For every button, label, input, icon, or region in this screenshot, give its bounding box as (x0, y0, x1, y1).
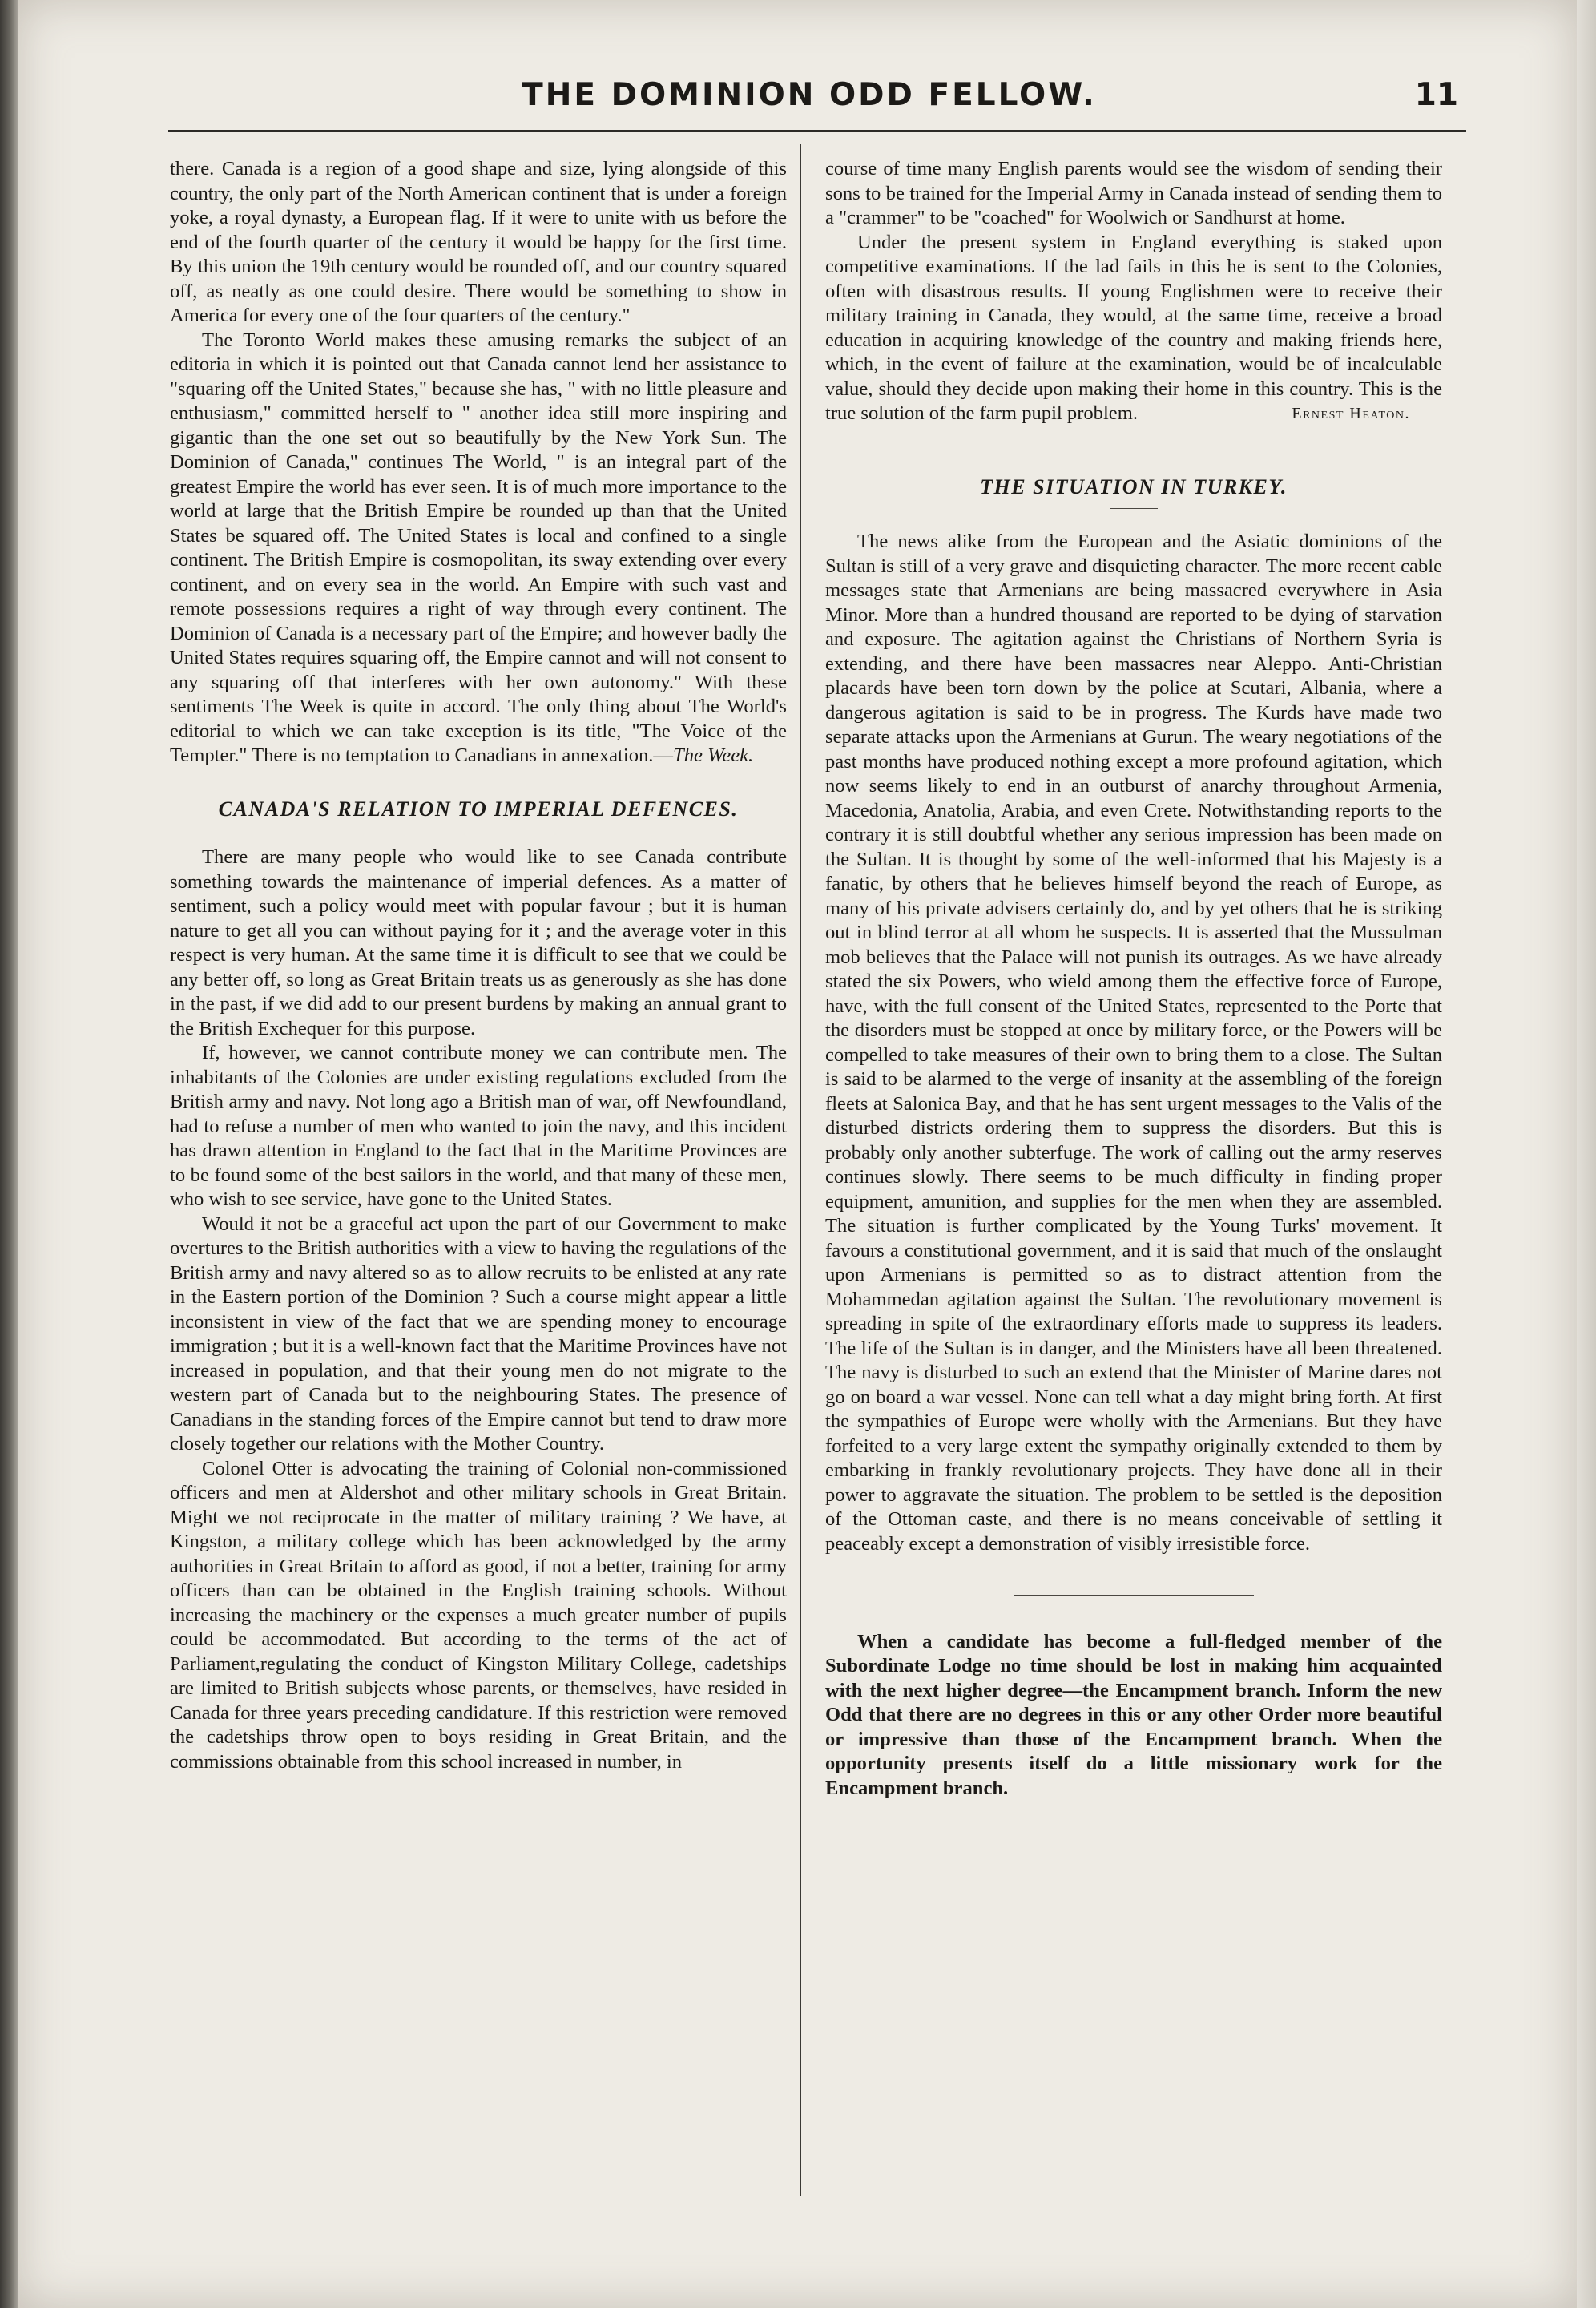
paragraph: The news alike from the European and the Asiatic dominions of the Sultan is still of a very grave and disquieting character. The more recent cable messages state that Armenians are being massacred everywhere in Asia Minor. More than a hundred thousand are reported to be dying of starvation and exposure. The agitation against the Christians of Northern Syria is extending, and there have been massacres near Aleppo. Anti-Christian placards have been torn down by the police at Scutari, Albania, where a dangerous agitation is said to be in progress. The Kurds have made two separate attacks upon the Armenians at Gurun. The weary negotiations of the past months have produced nothing except a more profound agitation, which now seems likely to end in an outburst of anarchy throughout Armenia, Macedonia, Anatolia, Arabia, and even Crete. Notwithstanding reports to the contrary it is still doubtful whether any serious impression has been made on the Sultan. It is thought by some of the well-informed that his Majesty is a fanatic, by others that he believes himself beyond the reach of Europe, as many of his private advisers certainly do, and by yet others that he is striking out in blind terror at all whom he suspects. It is asserted that the Mussulman mob believes that the Palace will not punish its outrages. As we have already stated the six Powers, who wield among them the effective force of Europe, have, with the full consent of the United States, represented to the Porte that the disorders must be stopped at once by military force, or the Powers will be compelled to take measures of their own to bring them to a close. The Sultan is said to be alarmed to the verge of insanity at the assembling of the foreign fleets at Salonica Bay, and that he has sent urgent messages to the Valis of the disturbed districts ordering them to suppress the disorders. But this is probably only another subterfuge. The work of calling out the army reserves continues slowly. There seems to be much difficulty in finding proper equipment, amunition, and supplies for the men when they are assembled. The situation is further complicated by the Young Turks' movement. It favours a constitutional government, and it is said that much of the onslaught upon Armenians is permitted so as to distract attention from the Mohammedan agitation against the Sultan. The revolutionary movement is spreading in spite of the extraordinary efforts made to suppress its leaders. The life of the Sultan is in danger, and the Ministers have all been threatened. The navy is disturbed to such an extend that the Minister of Marine dares not go on board a war vessel. None can tell what a day might bring forth. At first the sympathies of Europe were wholly with the Armenians. But they have forfeited to a very large extent the sympathy originally extended to them by embarking in frankly revolutionary projects. They have done all in their power to aggravate the situation. The problem to be settled is the deposition of the Ottoman caste, and there is no means conceivable of settling it peaceably except a demonstration of visibly irresistible force. (825, 531, 1442, 1555)
source-credit: The Week. (673, 744, 754, 766)
page-header (160, 77, 1458, 125)
masthead-title: THE DOMINION ODD FELLOW. (522, 77, 1097, 113)
heading-underline (1110, 508, 1158, 510)
section-rule (1014, 446, 1254, 447)
scan-edge-right (1577, 0, 1596, 2308)
paragraph: When a candidate has become a full-fledged member of the Subordinate Lodge no time should be lost in making him acquainted with the next higher degree—the Encampment branch. Inform the new Odd that there are no degrees in this or any other Order more beautiful or impressive than those of the Encampment branch. When the opportunity presents itself do a little missionary work for the Encampment branch. (825, 1630, 1442, 1799)
column-divider (800, 144, 801, 2196)
right-column (825, 157, 1442, 1801)
paragraph: There are many people who would like to see Canada contribute something towards the maintenance of imperial defences. As a matter of sentiment, such a policy would meet with popular favour ; but it is human nature to get all you can without paying for it ; and the average voter in this respect is very human. At the same time it is difficult to see that we could be any better off, so long as Great Britain treats us as generously as she has done in the past, if we did add to our present burdens by making an annual grant to the British Exchequer for this purpose. (170, 846, 787, 1039)
paragraph (170, 329, 787, 769)
author-signature: Ernest Heaton. (1292, 405, 1410, 422)
article-heading: CANADA'S RELATION TO IMPERIAL DEFENCES. (218, 797, 739, 821)
lodge-note (825, 1630, 1442, 1802)
scan-edge (0, 0, 18, 2308)
header-rule (168, 130, 1466, 132)
paragraph: Colonel Otter is advocating the training of Colonial non-commissioned officers and men at Aldershot and other military schools in Great Britain. Might we not reciprocate in the matter of military training ? We have, at Kingston, a military college which has been acknowledged by the army authorities in Great Britain to afford as good, if not a better, training for army officers than can be obtained in the English training schools. Without increasing the machinery or the expenses a much greater number of pupils could be accommodated. But according to the terms of the act of Parliament,regulating the conduct of Kingston Military College, cadetships are limited to British subjects whose parents, or themselves, have resided in Canada for three years preceding candidature. If this restriction were removed the cadetships throw open to boys residing in Great Britain, and the commissions obtainable from this school increased in number, in (170, 1457, 787, 1773)
paragraph: course of time many English parents would see the wisdom of sending their sons to be trained for the Imperial Army in Canada instead of sending them to a "crammer" to be "coached" for Woolwich or Sandhurst at home. (825, 158, 1442, 228)
paragraph (825, 231, 1442, 426)
paragraph: Would it not be a graceful act upon the part of our Government to make overtures to the British authorities with a view to having the regulations of the British army and navy altered so as to allow recruits to be enlisted at any rate in the Eastern portion of the Dominion ? Such a course might appear a little inconsistent in view of the fact that we are spending money to encourage immigration ; but it is a well-known fact that the Maritime Provinces have not increased in population, and that their young men do not migrate to the western part of Canada but to the neighbouring States. The presence of Canadians in the standing forces of the Empire cannot but tend to draw more closely together our relations with the Mother Country. (170, 1213, 787, 1455)
section-rule (1014, 1595, 1254, 1596)
paragraph: there. Canada is a region of a good shape and size, lying alongside of this country, the only part of the North American continent that is under a foreign yoke, a royal dynasty, a European flag. If it were to unite with us before the end of the fourth quarter of the century it would be happy for the first time. By this union the 19th century would be rounded off, and our country squared off, as neatly as one could desire. There would be something to show in America for every one of the four quarters of the century." (170, 158, 787, 326)
article-heading: THE SITUATION IN TURKEY. (980, 475, 1288, 498)
left-column (170, 157, 787, 1774)
page-number: 11 (1414, 77, 1458, 113)
paragraph: If, however, we cannot contribute money we can contribute men. The inhabitants of the Colonies are under existing regulations excluded from the British army and navy. Not long ago a British man of war, off Newfoundland, had to refuse a number of men who wanted to join the navy, and this incident has drawn attention in England to the fact that in the Maritime Provinces are to be found some of the best sailors in the world, and that many of these men, who wish to see service, have gone to the United States. (170, 1042, 787, 1210)
paragraph-text: The Toronto World makes these amusing remarks the subject of an editoria in which it is pointed out that Canada cannot lend her assistance to "squaring off the United States," because she has, " with no little pleasure and enthusiasm," committed herself to " another idea still more inspiring and gigantic than the one set out so beautifully by the New York Sun. The Dominion of Canada," continues The World, " is an integral part of the greatest Empire the world has ever seen. It is of much more importance to the world at large that the British Empire be rounded up than that the United States be squared off. The United States is local and confined to a single continent. The British Empire is cosmopolitan, its sway extending over every continent, and on every sea in the world. An Empire with such vast and remote possessions requires a right of way through every continent. The Dominion of Canada is a necessary part of the Empire; and however badly the United States requires squaring off, the Empire cannot and will not consent to any squaring off that interferes with her own autonomy." With these sentiments The Week is quite in accord. The only thing about The World's editorial to which we can take exception is its title, "The Voice of the Tempter." There is no temptation to Canadians in annexation.— (170, 329, 787, 766)
paragraph-text: Under the present system in England everything is staked upon competitive examinations. If the lad fails in this he is sent to the Colonies, often with disastrous results. If young Englishmen were to receive their military training in Canada, they would, at the same time, receive a broad education in acquiring knowledge of the country and making friends here, which, in the event of failure at the examination, would be of incalculable value, should they decide upon making their home in this country. This is the true solution of the farm pupil problem. (825, 231, 1442, 424)
